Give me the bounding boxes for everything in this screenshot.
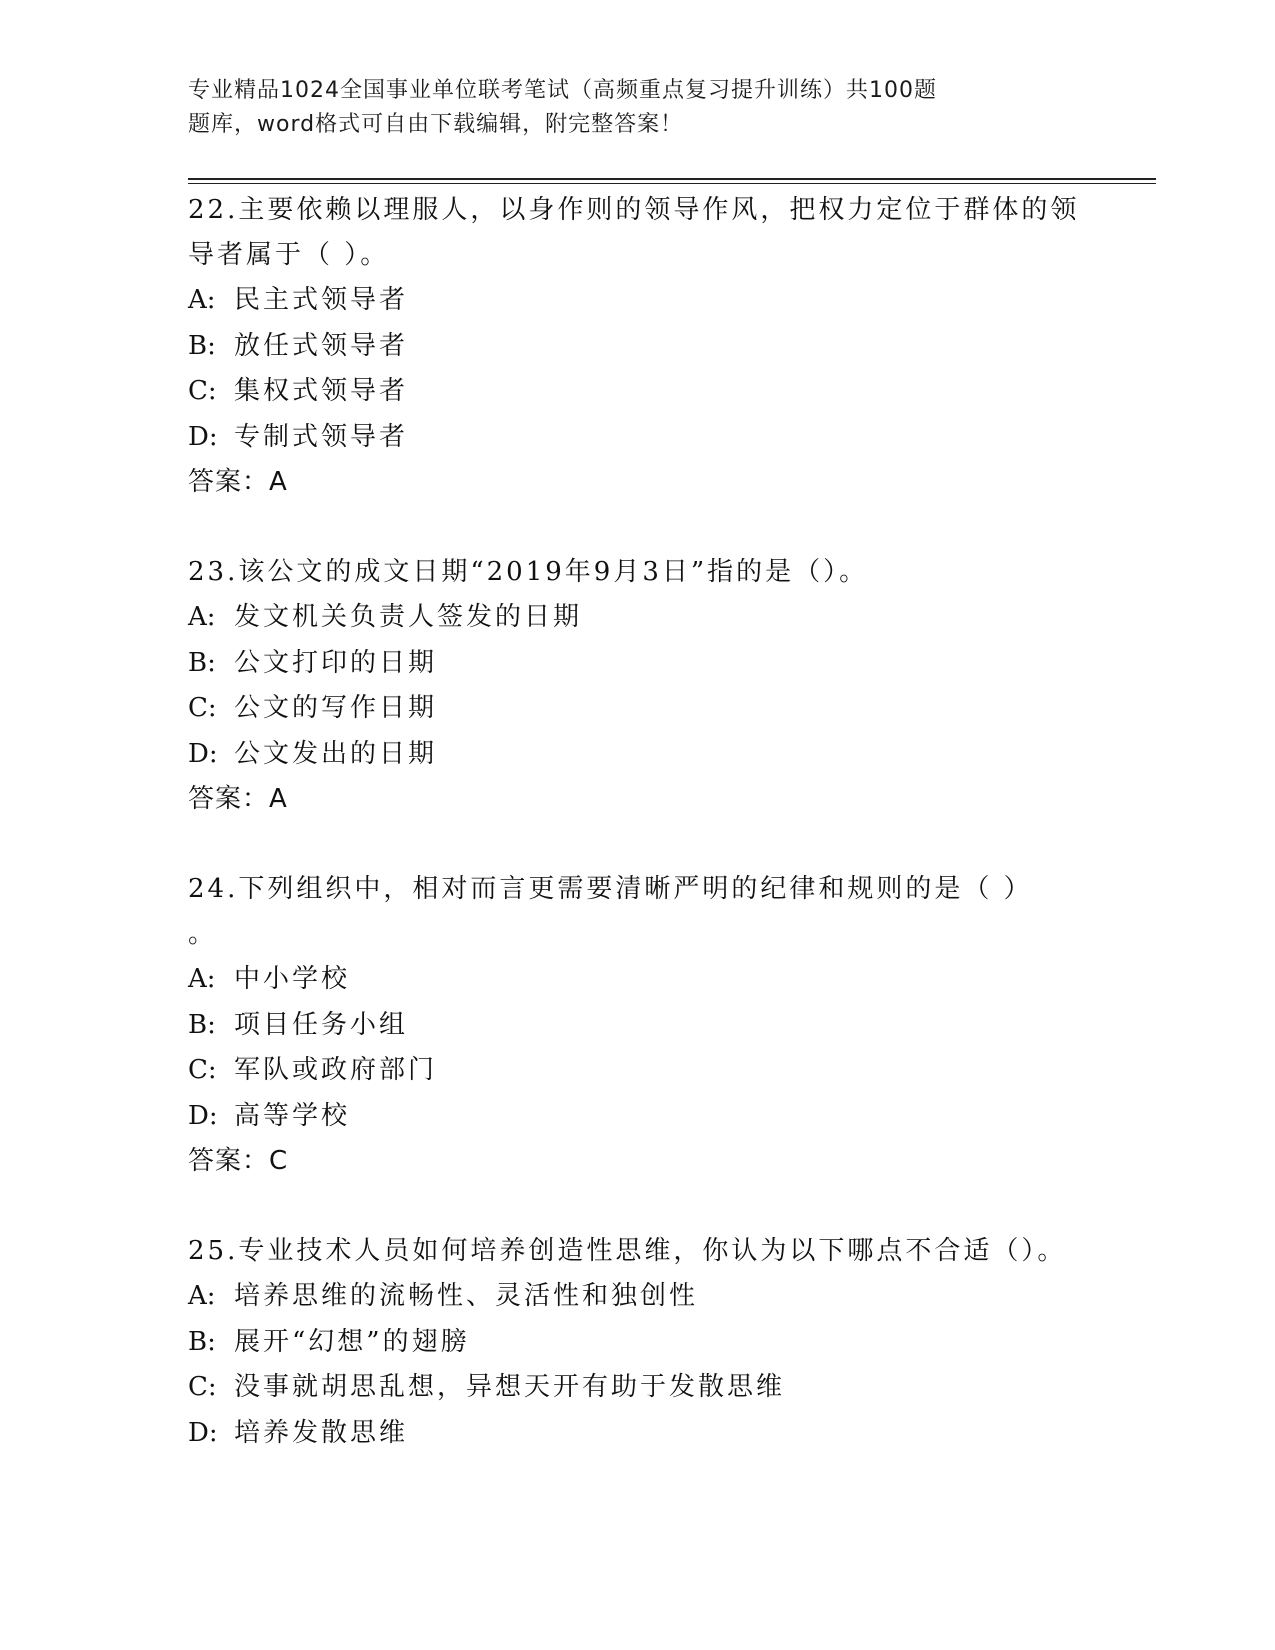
option-text: 中小学校 — [234, 964, 351, 994]
question-text — [188, 188, 1088, 278]
question-24 — [188, 867, 1088, 1184]
option-b — [188, 1003, 1088, 1049]
option-label: D: — [188, 421, 218, 452]
question-text — [188, 550, 1088, 595]
answer: 答案：C — [188, 1146, 289, 1176]
header-divider-thin — [188, 183, 1156, 184]
option-text: 培养发散思维 — [234, 1417, 409, 1448]
option-a — [188, 278, 1088, 324]
question-22 — [188, 188, 1088, 505]
option-label: A: — [188, 964, 216, 994]
option-c — [188, 369, 1088, 415]
option-d — [188, 1411, 1088, 1457]
option-label: D: — [188, 1100, 218, 1131]
option-text: 放任式领导者 — [234, 330, 409, 361]
option-label: C: — [188, 1055, 217, 1085]
answer: 答案：A — [188, 467, 288, 497]
question-text-line: 23.该公文的成文日期“2019年9月3日”指的是（）。 — [188, 557, 869, 587]
question-text-line: 25.专业技术人员如何培养创造性思维，你认为以下哪点不合适（）。 — [188, 1236, 1067, 1266]
question-list — [188, 188, 1088, 1456]
question-25 — [188, 1229, 1088, 1456]
option-text: 军队或政府部门 — [234, 1055, 438, 1085]
option-b — [188, 641, 1088, 687]
option-text: 发文机关负责人签发的日期 — [234, 602, 583, 632]
option-label: A: — [188, 602, 216, 632]
header-line-1: 专业精品1024全国事业单位联考笔试（高频重点复习提升训练）共100题 — [188, 78, 937, 103]
question-text-line: 22.主要依赖以理服人，以身作则的领导作风，把权力定位于群体的领 — [188, 195, 1080, 225]
option-label: B: — [188, 330, 216, 361]
option-text: 公文打印的日期 — [234, 647, 438, 678]
option-label: B: — [188, 1009, 216, 1040]
question-text-line: 。 — [188, 919, 218, 949]
question-text-line: 导者属于（ ）。 — [188, 240, 390, 270]
answer: 答案：A — [188, 784, 288, 814]
option-label: D: — [188, 1417, 218, 1448]
option-b — [188, 324, 1088, 370]
option-a — [188, 957, 1088, 1003]
option-text: 民主式领导者 — [234, 285, 409, 315]
option-d — [188, 1094, 1088, 1140]
document-header — [188, 74, 1018, 142]
option-text: 没事就胡思乱想，异想天开有助于发散思维 — [234, 1372, 786, 1402]
option-text: 项目任务小组 — [234, 1009, 409, 1040]
question-23 — [188, 550, 1088, 822]
option-label: A: — [188, 1281, 216, 1311]
option-label: B: — [188, 647, 216, 678]
option-c — [188, 1048, 1088, 1094]
option-text: 培养思维的流畅性、灵活性和独创性 — [234, 1281, 699, 1311]
option-label: D: — [188, 738, 218, 769]
option-text: 展开“幻想”的翅膀 — [234, 1326, 470, 1357]
option-b — [188, 1320, 1088, 1366]
option-d — [188, 732, 1088, 778]
question-gap — [188, 822, 1088, 867]
option-text: 公文的写作日期 — [234, 693, 438, 723]
option-label: C: — [188, 1372, 217, 1402]
question-gap — [188, 505, 1088, 550]
option-label: A: — [188, 285, 216, 315]
question-text — [188, 867, 1088, 957]
header-divider-thick — [188, 178, 1156, 180]
option-label: C: — [188, 693, 217, 723]
option-text: 高等学校 — [234, 1100, 351, 1131]
option-c — [188, 686, 1088, 732]
option-text: 公文发出的日期 — [234, 738, 438, 769]
question-gap — [188, 1184, 1088, 1229]
question-text — [188, 1229, 1088, 1274]
option-text: 集权式领导者 — [234, 376, 409, 406]
option-label: B: — [188, 1326, 216, 1357]
option-d — [188, 415, 1088, 461]
option-label: C: — [188, 376, 217, 406]
option-a — [188, 1274, 1088, 1320]
question-text-line: 24.下列组织中，相对而言更需要清晰严明的纪律和规则的是（ ） — [188, 874, 1033, 904]
header-line-2: 题库，word格式可自由下载编辑，附完整答案！ — [188, 112, 684, 137]
option-c — [188, 1365, 1088, 1411]
option-text: 专制式领导者 — [234, 421, 409, 452]
option-a — [188, 595, 1088, 641]
